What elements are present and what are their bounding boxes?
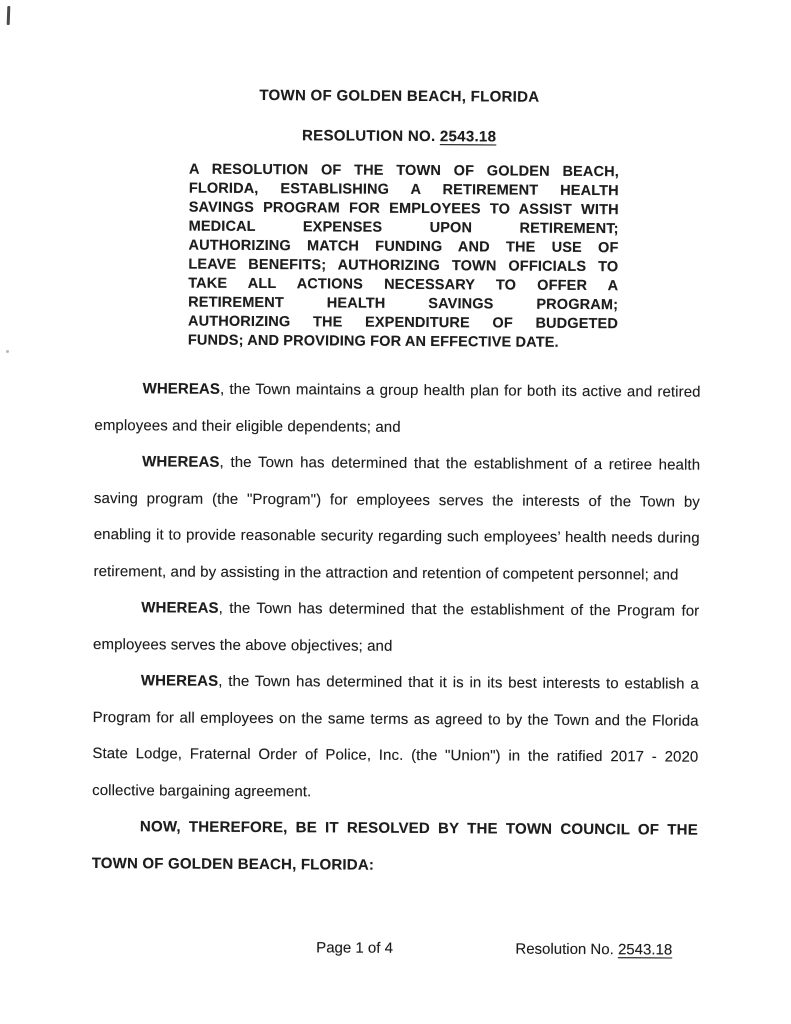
whereas-lead: WHEREAS [141,599,219,617]
title-line: A RESOLUTION OF THE TOWN OF GOLDEN BEACH, [188,161,620,181]
document-title: TOWN OF GOLDEN BEACH, FLORIDA [259,86,540,106]
page-number: Page 1 of 4 [316,939,393,957]
paragraph-whereas-1 [94,371,700,448]
resolution-title-block [188,161,619,354]
title-line: TAKE ALL ACTIONS NECESSARY TO OFFER A [188,275,619,295]
title-line: MEDICAL EXPENSES UPON RETIREMENT; [188,218,619,238]
paragraph-whereas-2 [93,444,700,594]
document-content [91,0,703,1024]
page-footer [91,938,697,959]
title-line: SAVINGS PROGRAM FOR EMPLOYEES TO ASSIST WITH [188,199,619,219]
footer-resolution-label: Resolution No. [515,940,619,959]
footer-resolution-number [515,941,672,959]
paragraph-whereas-3 [93,590,699,667]
title-line: LEAVE BENEFITS; AUTHORIZING TOWN OFFICIALS TO [188,256,619,276]
resolution-number-label: RESOLUTION NO. [302,127,440,146]
resolution-number-heading [96,126,702,147]
title-line: RETIREMENT HEALTH SAVINGS PROGRAM; [188,294,619,314]
document-body [92,371,701,886]
title-line: FLORIDA, ESTABLISHING A RETIREMENT HEALTH [188,180,619,200]
footer-resolution-value: 2543.18 [617,941,673,959]
paragraph-text: , the Town has determined that the establishment of a retiree health saving program (the "Program") for employees serves the interests of the Town by enabling it to provide reasonable security regarding such employees’ health needs during retirement, and by assisting in the attraction and retention of competent personnel; and [93,453,701,584]
paragraph-whereas-4 [92,663,699,813]
paragraph-text: , the Town has determined that it is in its best interests to establish a Program for all employees on the same terms as agreed to by the Town and the Florida State Lodge, Fraternal Order of Police, Inc. (the "Union") in the ratified 2017 - 2020 collective bargaining agreement. [92,672,699,800]
scan-artifact-line [7,6,11,25]
title-line: AUTHORIZING THE EXPENDITURE OF BUDGETED [187,313,619,333]
paragraph-text: , the Town has determined that the establishment of the Program for employees serves the above objectives; and [93,599,700,655]
whereas-lead: WHEREAS [142,453,220,471]
title-line: FUNDS; AND PROVIDING FOR AN EFFECTIVE DATE. [187,332,559,351]
paragraph-text: , the Town maintains a group health plan for both its active and retired employees and their eligible dependents; and [94,380,701,436]
whereas-lead: WHEREAS [142,380,221,398]
title-line: AUTHORIZING MATCH FUNDING AND THE USE OF [188,237,619,257]
resolved-clause-line-1: NOW, THEREFORE, BE IT RESOLVED BY THE TOWN COUNCIL OF THE [139,818,698,839]
scan-artifact-dot [6,350,9,353]
whereas-lead: WHEREAS [140,672,219,690]
resolution-number-value: 2543.18 [439,128,497,146]
resolved-clause-line-2: TOWN OF GOLDEN BEACH, FLORIDA: [91,854,375,874]
